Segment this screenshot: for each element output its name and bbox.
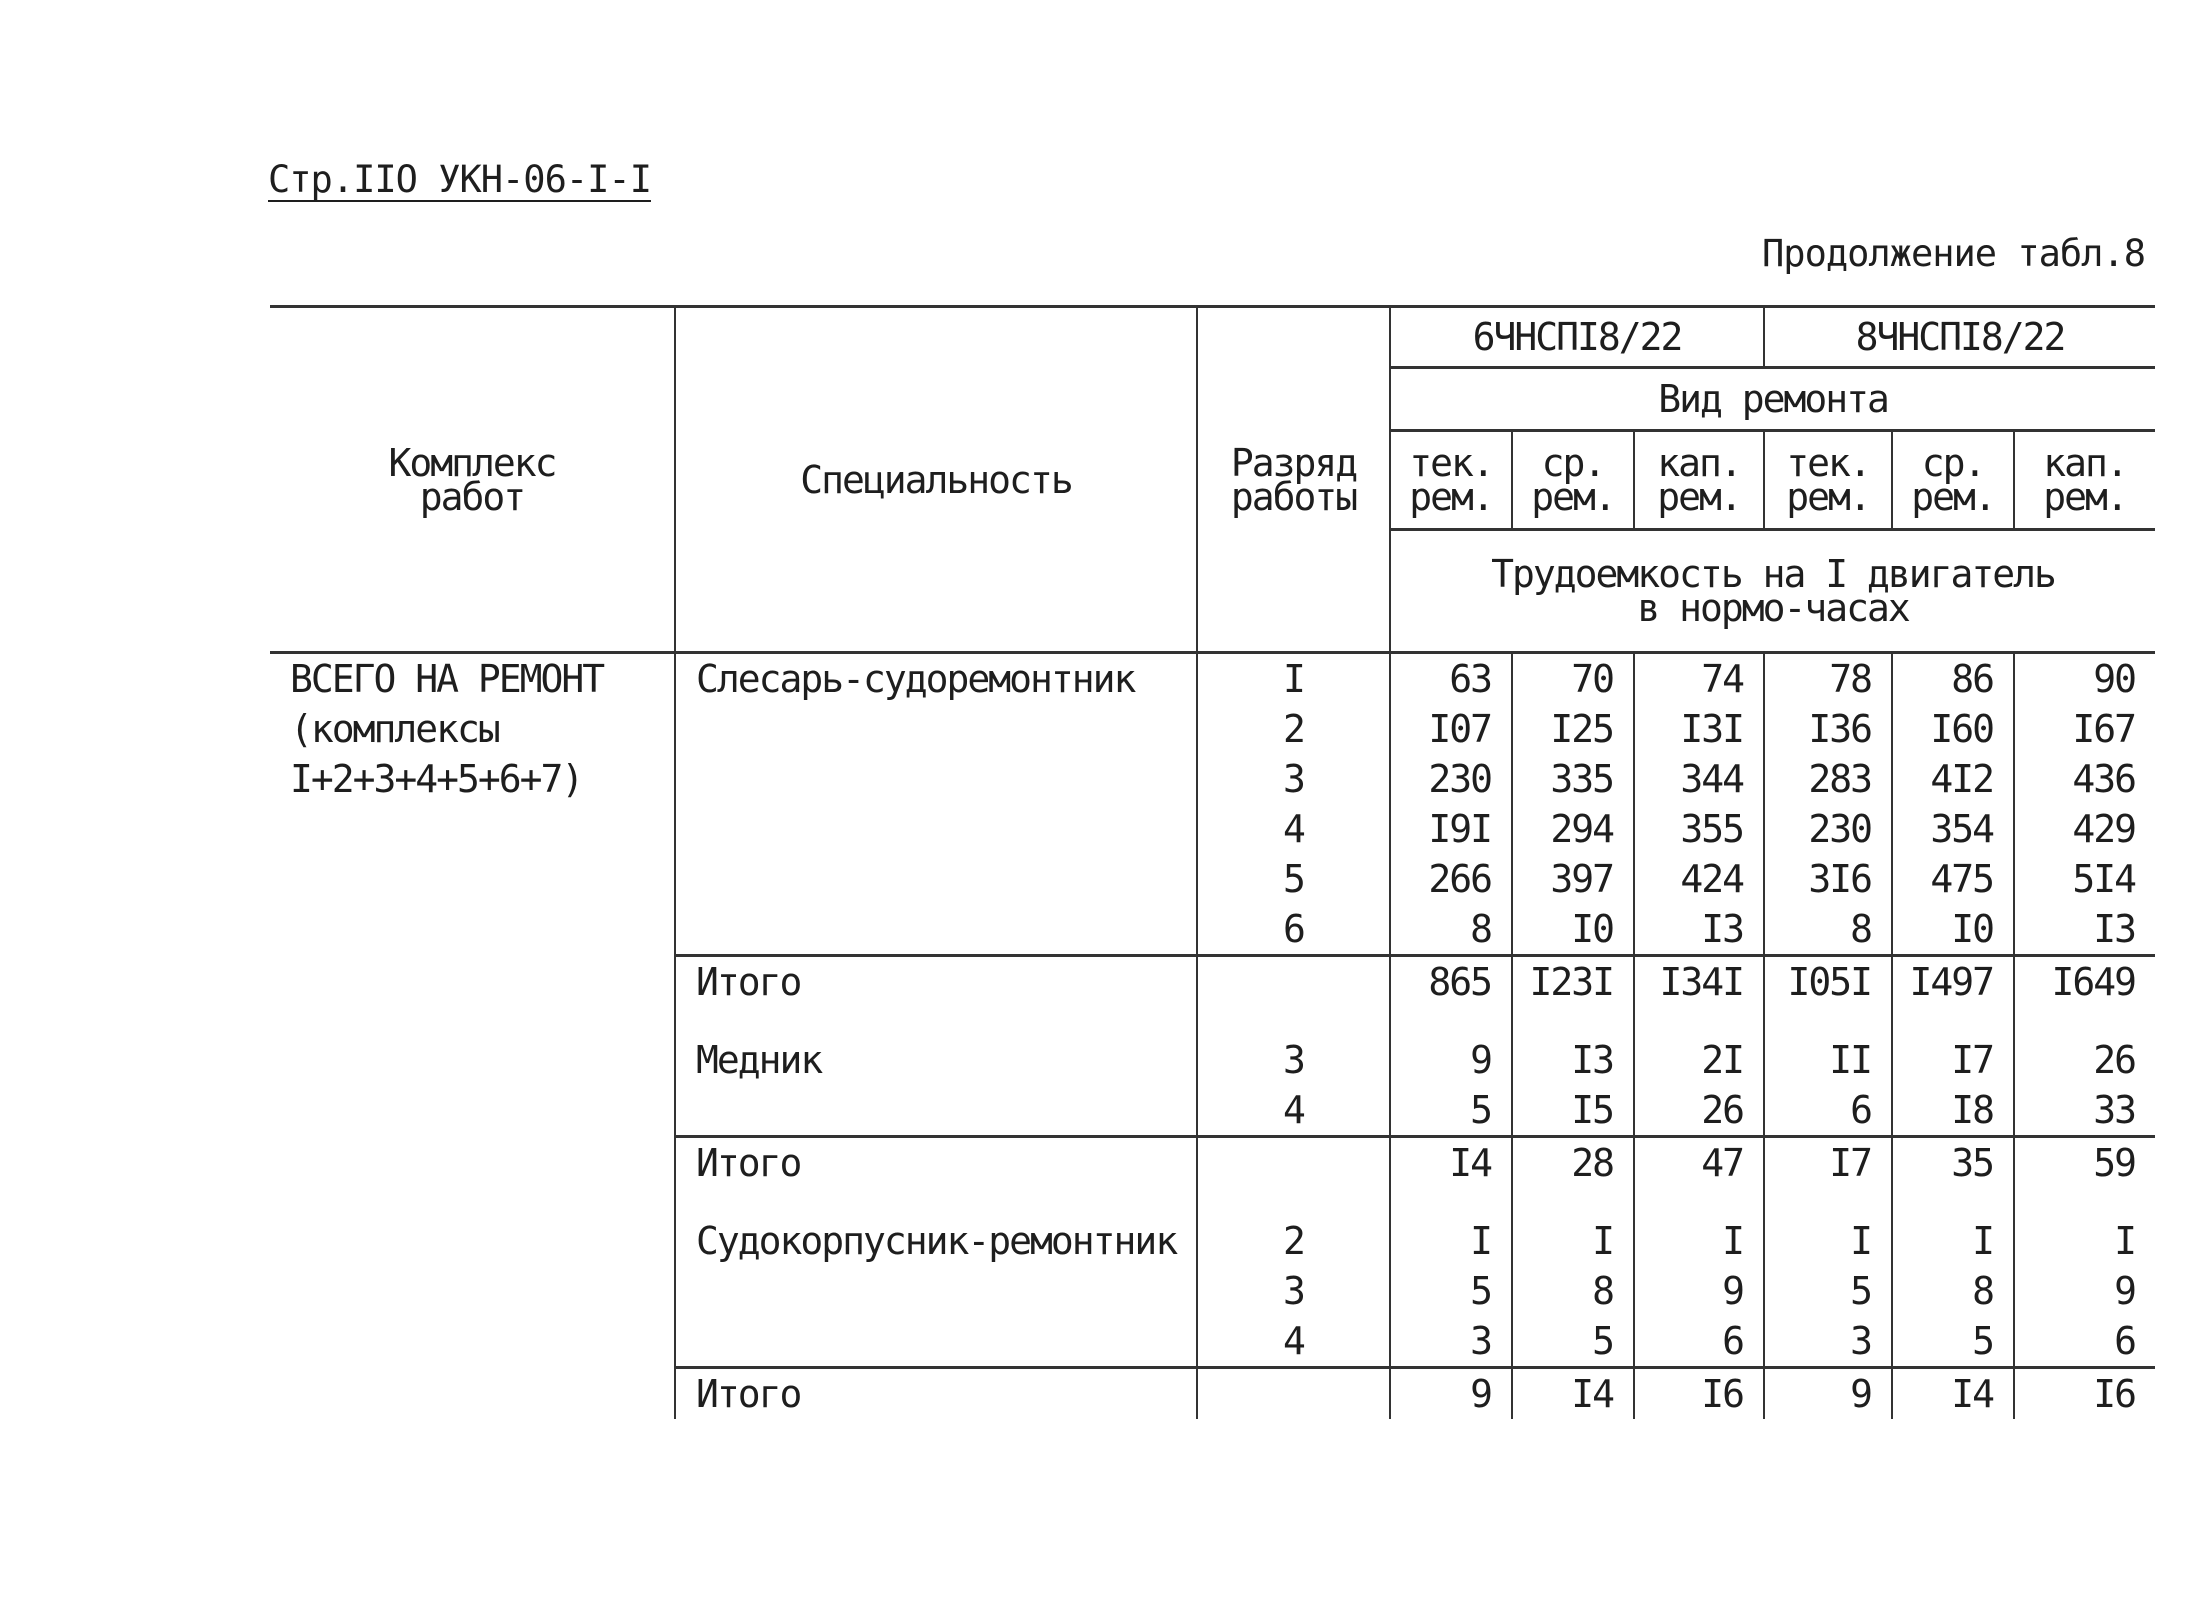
repair-type-line1: тек. bbox=[1786, 441, 1870, 485]
specialnost-cell bbox=[675, 1085, 1197, 1137]
value-cell: 9 bbox=[1390, 1368, 1512, 1420]
value-cell: I36 bbox=[1764, 704, 1892, 754]
specialnost-cell: Судокорпусник-ремонтник bbox=[675, 1188, 1197, 1266]
value-cell: I3 bbox=[2014, 904, 2155, 956]
value-cell: I67 bbox=[2014, 704, 2155, 754]
specialnost-cell: Итого bbox=[675, 1368, 1197, 1420]
value-cell: 4I2 bbox=[1892, 754, 2014, 804]
header-vid-remonta: Вид ремонта bbox=[1390, 368, 2155, 431]
trudoemkost-line1: Трудоемкость на I двигатель bbox=[1491, 552, 2055, 596]
header-engine-2: 8ЧНСПI8/22 bbox=[1764, 307, 2155, 368]
header-specialnost: Специальность bbox=[675, 307, 1197, 653]
value-cell: 74 bbox=[1634, 653, 1764, 705]
value-cell: 26 bbox=[2014, 1007, 2155, 1085]
value-cell: 59 bbox=[2014, 1137, 2155, 1189]
value-cell: I bbox=[2014, 1188, 2155, 1266]
value-cell: I bbox=[1390, 1188, 1512, 1266]
repair-type-line2: рем. bbox=[2043, 475, 2127, 519]
repair-type-line1: тек. bbox=[1409, 441, 1493, 485]
value-cell: 5 bbox=[1764, 1266, 1892, 1316]
specialnost-cell bbox=[675, 804, 1197, 854]
value-cell: 5 bbox=[1512, 1316, 1634, 1368]
value-cell: I3I bbox=[1634, 704, 1764, 754]
header-repair-type bbox=[1764, 431, 1892, 530]
repair-type-line2: рем. bbox=[1409, 475, 1493, 519]
header-repair-type bbox=[1512, 431, 1634, 530]
razryad-cell: 3 bbox=[1197, 1007, 1390, 1085]
kompleks-line: ВСЕГО НА РЕМОНТ bbox=[290, 657, 604, 701]
header-kompleks-text: Комплекс работ bbox=[388, 440, 556, 519]
header-engine-1: 6ЧНСПI8/22 bbox=[1390, 307, 1764, 368]
value-cell: 78 bbox=[1764, 653, 1892, 705]
value-cell: 9 bbox=[2014, 1266, 2155, 1316]
value-cell: 9 bbox=[1764, 1368, 1892, 1420]
value-cell: I8 bbox=[1892, 1085, 2014, 1137]
value-cell: I0 bbox=[1892, 904, 2014, 956]
repair-type-line1: кап. bbox=[2043, 441, 2127, 485]
value-cell: 436 bbox=[2014, 754, 2155, 804]
razryad-cell: 6 bbox=[1197, 904, 1390, 956]
value-cell: 63 bbox=[1390, 653, 1512, 705]
value-cell: I25 bbox=[1512, 704, 1634, 754]
value-cell: 5I4 bbox=[2014, 854, 2155, 904]
value-cell: 429 bbox=[2014, 804, 2155, 854]
value-cell: I6 bbox=[2014, 1368, 2155, 1420]
value-cell: 33 bbox=[2014, 1085, 2155, 1137]
header-repair-type bbox=[1390, 431, 1512, 530]
value-cell: 354 bbox=[1892, 804, 2014, 854]
razryad-cell bbox=[1197, 1137, 1390, 1189]
value-cell: I0 bbox=[1512, 904, 1634, 956]
specialnost-cell: Итого bbox=[675, 956, 1197, 1008]
value-cell: 294 bbox=[1512, 804, 1634, 854]
specialnost-cell bbox=[675, 1266, 1197, 1316]
value-cell: 26 bbox=[1634, 1085, 1764, 1137]
razryad-cell: I bbox=[1197, 653, 1390, 705]
value-cell: 6 bbox=[2014, 1316, 2155, 1368]
labor-table bbox=[270, 305, 2155, 1419]
value-cell: 283 bbox=[1764, 754, 1892, 804]
value-cell: I60 bbox=[1892, 704, 2014, 754]
specialnost-cell bbox=[675, 854, 1197, 904]
value-cell: 8 bbox=[1892, 1266, 2014, 1316]
value-cell: 397 bbox=[1512, 854, 1634, 904]
value-cell: 3 bbox=[1764, 1316, 1892, 1368]
table-caption: Продолжение табл.8 bbox=[1762, 232, 2145, 275]
value-cell: 355 bbox=[1634, 804, 1764, 854]
value-cell: I23I bbox=[1512, 956, 1634, 1008]
value-cell: I6 bbox=[1634, 1368, 1764, 1420]
kompleks-cell bbox=[270, 653, 675, 1420]
razryad-cell: 2 bbox=[1197, 704, 1390, 754]
value-cell: 344 bbox=[1634, 754, 1764, 804]
value-cell: 5 bbox=[1892, 1316, 2014, 1368]
repair-type-line2: рем. bbox=[1657, 475, 1741, 519]
value-cell: 8 bbox=[1764, 904, 1892, 956]
value-cell: I07 bbox=[1390, 704, 1512, 754]
value-cell: 9 bbox=[1390, 1007, 1512, 1085]
repair-type-line2: рем. bbox=[1911, 475, 1995, 519]
value-cell: I3 bbox=[1512, 1007, 1634, 1085]
specialnost-cell bbox=[675, 1316, 1197, 1368]
value-cell: 8 bbox=[1512, 1266, 1634, 1316]
value-cell: I7 bbox=[1764, 1137, 1892, 1189]
value-cell: 865 bbox=[1390, 956, 1512, 1008]
value-cell: 475 bbox=[1892, 854, 2014, 904]
value-cell: I34I bbox=[1634, 956, 1764, 1008]
value-cell: I7 bbox=[1892, 1007, 2014, 1085]
header-trudoemkost bbox=[1390, 530, 2155, 653]
repair-type-line1: ср. bbox=[1541, 441, 1605, 485]
specialnost-cell: Слесарь-судоремонтник bbox=[675, 653, 1197, 705]
header-repair-type bbox=[2014, 431, 2155, 530]
repair-type-line1: кап. bbox=[1657, 441, 1741, 485]
value-cell: I5 bbox=[1512, 1085, 1634, 1137]
value-cell: I05I bbox=[1764, 956, 1892, 1008]
razryad-cell: 3 bbox=[1197, 754, 1390, 804]
table-row bbox=[270, 653, 2155, 705]
header-razryad-text: Разряд работы bbox=[1230, 440, 1357, 519]
repair-type-line2: рем. bbox=[1786, 475, 1870, 519]
value-cell: 6 bbox=[1764, 1085, 1892, 1137]
specialnost-cell: Итого bbox=[675, 1137, 1197, 1189]
value-cell: I bbox=[1512, 1188, 1634, 1266]
razryad-cell: 4 bbox=[1197, 804, 1390, 854]
value-cell: 90 bbox=[2014, 653, 2155, 705]
value-cell: I4 bbox=[1512, 1368, 1634, 1420]
value-cell: I bbox=[1892, 1188, 2014, 1266]
value-cell: I497 bbox=[1892, 956, 2014, 1008]
table-body bbox=[270, 653, 2155, 1420]
value-cell: 8 bbox=[1390, 904, 1512, 956]
value-cell: 2I bbox=[1634, 1007, 1764, 1085]
value-cell: I bbox=[1764, 1188, 1892, 1266]
razryad-cell: 4 bbox=[1197, 1316, 1390, 1368]
page-header: Стр.IIO УКН-06-I-I bbox=[268, 158, 651, 201]
repair-type-line1: ср. bbox=[1921, 441, 1985, 485]
specialnost-cell bbox=[675, 704, 1197, 754]
specialnost-cell bbox=[675, 754, 1197, 804]
value-cell: I4 bbox=[1390, 1137, 1512, 1189]
value-cell: 230 bbox=[1390, 754, 1512, 804]
header-razryad bbox=[1197, 307, 1390, 653]
value-cell: 266 bbox=[1390, 854, 1512, 904]
value-cell: I9I bbox=[1390, 804, 1512, 854]
trudoemkost-line2: в нормо-часах bbox=[1637, 586, 1909, 630]
razryad-cell: 4 bbox=[1197, 1085, 1390, 1137]
value-cell: 9 bbox=[1634, 1266, 1764, 1316]
razryad-cell: 5 bbox=[1197, 854, 1390, 904]
value-cell: II bbox=[1764, 1007, 1892, 1085]
header-repair-type bbox=[1634, 431, 1764, 530]
kompleks-line: I+2+3+4+5+6+7) bbox=[290, 757, 583, 801]
value-cell: 6 bbox=[1634, 1316, 1764, 1368]
value-cell: 335 bbox=[1512, 754, 1634, 804]
value-cell: I649 bbox=[2014, 956, 2155, 1008]
value-cell: 5 bbox=[1390, 1085, 1512, 1137]
value-cell: 47 bbox=[1634, 1137, 1764, 1189]
value-cell: 70 bbox=[1512, 653, 1634, 705]
value-cell: I4 bbox=[1892, 1368, 2014, 1420]
razryad-cell: 2 bbox=[1197, 1188, 1390, 1266]
value-cell: 230 bbox=[1764, 804, 1892, 854]
repair-type-line2: рем. bbox=[1531, 475, 1615, 519]
value-cell: 28 bbox=[1512, 1137, 1634, 1189]
specialnost-cell: Медник bbox=[675, 1007, 1197, 1085]
specialnost-cell bbox=[675, 904, 1197, 956]
razryad-cell: 3 bbox=[1197, 1266, 1390, 1316]
razryad-cell bbox=[1197, 956, 1390, 1008]
value-cell: 5 bbox=[1390, 1266, 1512, 1316]
value-cell: I bbox=[1634, 1188, 1764, 1266]
value-cell: 424 bbox=[1634, 854, 1764, 904]
value-cell: 3 bbox=[1390, 1316, 1512, 1368]
header-repair-type bbox=[1892, 431, 2014, 530]
header-kompleks bbox=[270, 307, 675, 653]
kompleks-line: (комплексы bbox=[290, 707, 499, 751]
value-cell: 35 bbox=[1892, 1137, 2014, 1189]
value-cell: 86 bbox=[1892, 653, 2014, 705]
value-cell: 3I6 bbox=[1764, 854, 1892, 904]
value-cell: I3 bbox=[1634, 904, 1764, 956]
razryad-cell bbox=[1197, 1368, 1390, 1420]
